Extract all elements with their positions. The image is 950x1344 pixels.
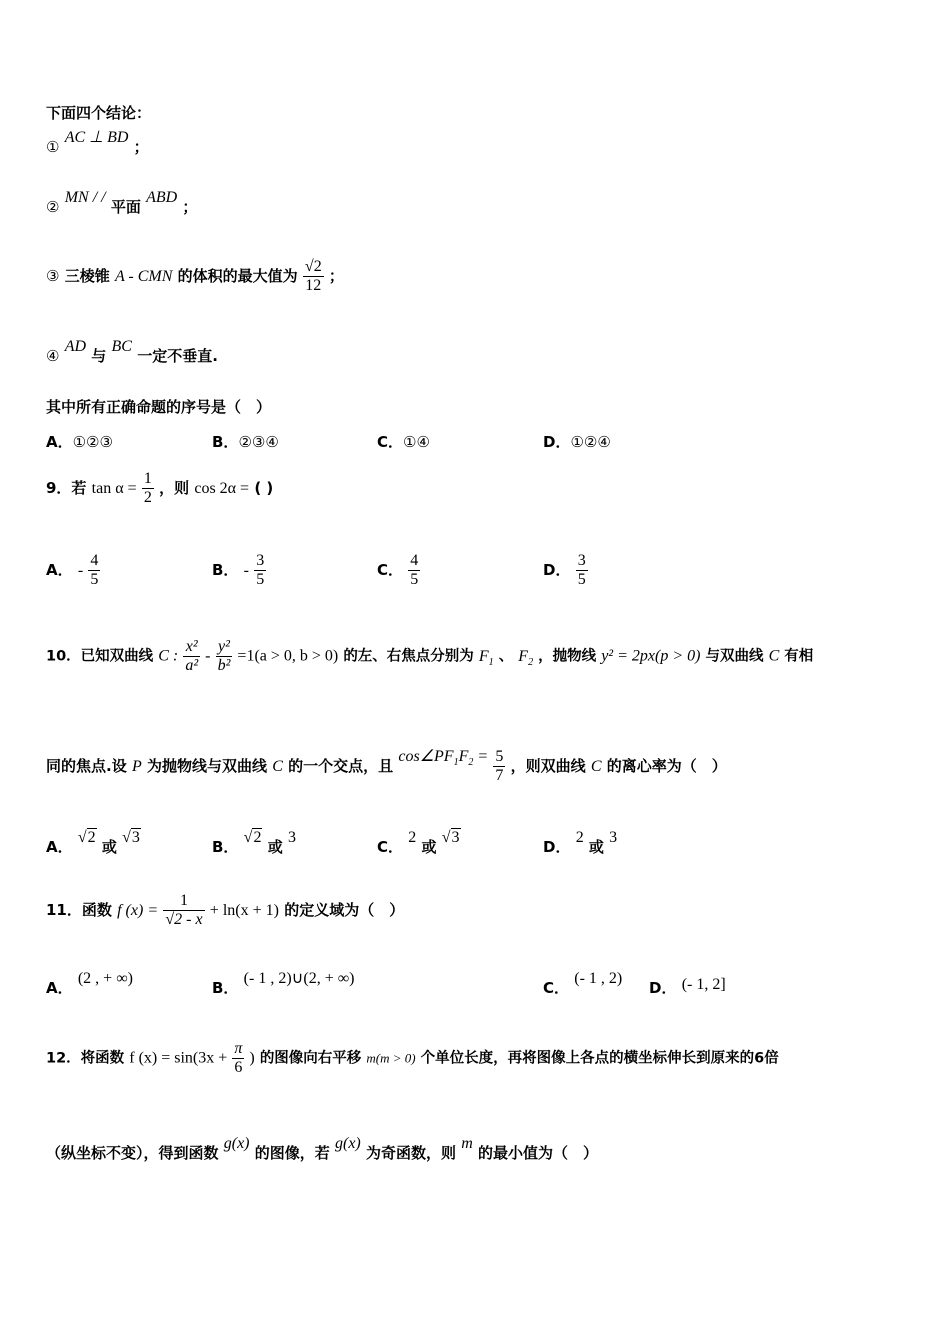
option-value: (- 1 , 2) <box>574 970 623 987</box>
q9-tail: ( ) <box>254 479 274 497</box>
q12-line2-text-3: 为奇函数，则 <box>366 1144 457 1162</box>
q9-condition: tan α = <box>91 480 137 497</box>
conclusion-3-tail: ； <box>328 267 344 285</box>
cos-expression: cos∠PF <box>398 748 454 765</box>
option-letter: B． <box>212 561 239 579</box>
option-sign: - <box>77 562 84 579</box>
option-value: ②③④ <box>238 433 279 451</box>
q10-line2-text-2: 为抛物线与双曲线 <box>146 757 267 775</box>
radicand: 3 <box>451 829 460 846</box>
q10-parabola: y² = 2px(p > 0) <box>601 647 701 665</box>
q12-stem-line-2 <box>46 1135 599 1163</box>
fraction-numerator: y² <box>218 638 230 655</box>
q10-option-d <box>543 829 618 857</box>
q10-f2: $F_2$ <box>518 647 534 668</box>
q10-option-b <box>212 829 296 857</box>
option-number: 3 <box>609 829 618 846</box>
q12-line2-text-1: （纵坐标不变），得到函数 <box>46 1144 219 1162</box>
radicand: 2 - x <box>174 911 203 928</box>
fraction-numerator: 3 <box>256 552 265 569</box>
option-or: 或 <box>101 838 117 856</box>
conclusion-4-math-2: BC <box>111 338 132 355</box>
option-letter: B． <box>212 838 239 856</box>
q12-stem-line-1 <box>46 1040 779 1077</box>
q9-option-a <box>46 552 100 589</box>
fraction-denominator: 6 <box>232 1058 244 1077</box>
q11-option-a <box>46 970 133 998</box>
q10-stem-line-1 <box>46 638 813 675</box>
option-letter: C． <box>543 979 570 997</box>
q10-line2-text-5: 的离心率为（ ） <box>606 757 727 775</box>
fraction-numerator: π <box>234 1040 243 1057</box>
radicand: 3 <box>131 829 140 846</box>
fraction-numerator: 1 <box>143 470 152 487</box>
q12-gx-2: g(x) <box>335 1135 361 1152</box>
q10-option-c <box>377 829 461 857</box>
q12-line2-text-4: 的最小值为（ ） <box>478 1144 599 1162</box>
q10-minus: - <box>205 647 211 665</box>
q10-y-fraction <box>216 638 233 675</box>
q11-fraction <box>163 892 204 929</box>
q10-x-fraction <box>183 638 200 675</box>
intro-text: 下面四个结论： <box>46 104 152 122</box>
q8-option-c <box>377 431 430 452</box>
fraction-numerator: x² <box>185 638 198 655</box>
q10-cos: $\cos\angle PF_1F_2$ = <box>398 748 489 769</box>
q12-close: ) <box>249 1049 255 1067</box>
option-letter: A． <box>46 838 73 856</box>
fraction-denominator: 2 <box>143 489 152 506</box>
option-letter: A． <box>46 979 73 997</box>
fraction-denominator: 5 <box>577 571 586 588</box>
q10-sep: 、 <box>498 648 514 665</box>
option-value: ①②④ <box>570 433 611 451</box>
option-letter: D． <box>543 838 571 856</box>
fraction-denominator: b² <box>217 657 231 674</box>
q11-option-d <box>649 977 726 998</box>
q10-curve: C : <box>158 647 179 665</box>
q10-c: C <box>768 647 780 665</box>
option-value: ①②③ <box>72 433 113 451</box>
q9-stem <box>46 470 273 507</box>
option-fraction <box>88 552 100 589</box>
option-or: 或 <box>267 838 283 856</box>
fraction-denominator: 5 <box>90 571 99 588</box>
option-or: 或 <box>421 838 437 856</box>
q11-fx: f (x) = <box>117 902 159 919</box>
q12-m: m(m > 0) <box>366 1050 416 1066</box>
focus-letter: F <box>518 647 529 665</box>
q12-line2-text-2: 的图像，若 <box>254 1144 330 1162</box>
option-fraction <box>576 552 588 589</box>
conclusion-3 <box>46 258 344 295</box>
option-letter: C． <box>377 433 404 451</box>
q10-stem-line-2 <box>46 748 727 785</box>
option-letter: B． <box>212 433 239 451</box>
fraction-denominator: 5 <box>256 571 265 588</box>
marker-3: ③ <box>46 267 60 285</box>
fraction-denominator: 5 <box>410 571 419 588</box>
q10-equation: =1(a > 0, b > 0) <box>237 647 339 665</box>
q9-option-c <box>377 552 420 589</box>
q10-f1: $F_1$ <box>478 647 494 668</box>
option-letter: D． <box>649 979 677 997</box>
fraction-denominator: √2 - x <box>165 911 203 928</box>
q12-text-2: 个单位长度，再将图像上各点的横坐标伸长到原来的6倍 <box>420 1050 779 1067</box>
option-letter: A． <box>46 433 73 451</box>
fraction-numerator: 4 <box>410 552 419 569</box>
fraction-numerator: 1 <box>179 892 188 909</box>
conclusion-2-math-1: MN / / <box>64 189 106 206</box>
conclusion-3-math: A - CMN <box>114 268 173 285</box>
q10-text-4: 有相 <box>784 648 814 665</box>
q10-c2: C <box>272 758 283 775</box>
q12-gx: g(x) <box>223 1135 250 1152</box>
option-value: (- 1 , 2)∪(2, + ∞) <box>243 970 355 987</box>
q11-rest: + ln(x + 1) <box>209 902 279 919</box>
q10-text-3: 与双曲线 <box>705 648 764 665</box>
fraction-denominator: 12 <box>303 276 324 295</box>
sqrt-expression: √2 <box>243 829 262 846</box>
q8-option-a <box>46 431 113 452</box>
fraction-numerator: 3 <box>577 552 586 569</box>
marker-1: ① <box>46 138 60 156</box>
option-fraction <box>254 552 266 589</box>
conclusion-1 <box>46 129 149 157</box>
fraction-numerator: 4 <box>90 552 99 569</box>
marker-4: ④ <box>46 347 60 365</box>
fraction-numerator: √2 <box>304 258 322 275</box>
sqrt-expression: √2 <box>77 829 96 846</box>
q11-number: 11．函数 <box>46 901 112 919</box>
q11-option-b <box>212 970 355 998</box>
option-letter: D． <box>543 433 571 451</box>
conclusion-4-text-2: 一定不垂直. <box>137 347 218 365</box>
q10-line2-text-1: 同的焦点.设 <box>46 757 127 775</box>
q12-text-1: 的图像向右平移 <box>259 1050 362 1067</box>
option-or: 或 <box>588 838 604 856</box>
q12-pi-fraction <box>232 1040 244 1077</box>
option-number: 2 <box>575 829 584 846</box>
option-letter: D． <box>543 561 571 579</box>
q10-line2-text-4: ，则双曲线 <box>510 757 586 775</box>
q9-option-b <box>212 552 266 589</box>
conclusion-4-math-1: AD <box>64 338 87 355</box>
q11-option-c <box>543 970 623 998</box>
conclusion-2-text: 平面 <box>110 198 141 216</box>
q10-option-a <box>46 829 141 857</box>
conclusion-1-math: AC ⊥ BD <box>64 129 129 146</box>
q10-text-2: ，抛物线 <box>538 648 597 665</box>
option-value: (- 1, 2] <box>681 976 726 993</box>
q10-number: 10．已知双曲线 <box>46 648 154 665</box>
conclusion-4-text-1: 与 <box>91 347 107 365</box>
sqrt-expression: √3 <box>122 829 140 846</box>
q9-condition-fraction <box>142 470 154 507</box>
q8-option-d <box>543 431 611 452</box>
conclusion-4 <box>46 338 218 366</box>
q8-prompt: 其中所有正确命题的序号是（ ） <box>46 398 272 416</box>
focus-letter: F <box>478 647 489 665</box>
option-letter: C． <box>377 561 404 579</box>
option-letter: C． <box>377 838 404 856</box>
q10-text-1: 的左、右焦点分别为 <box>343 648 474 665</box>
radicand: 2 <box>87 829 96 846</box>
q8-option-b <box>212 431 279 452</box>
conclusion-2-tail: ； <box>182 198 198 216</box>
conclusion-2 <box>46 189 198 217</box>
option-value: ①④ <box>403 433 430 451</box>
conclusion-2-math-2: ABD <box>146 189 178 206</box>
q9-option-d <box>543 552 588 589</box>
q10-c3: C <box>590 758 602 775</box>
q12-fx: f (x) = sin(3x + <box>129 1049 228 1067</box>
conclusion-3-text-2: 的体积的最大值为 <box>177 267 298 285</box>
q10-line2-text-3: 的一个交点，且 <box>288 757 394 775</box>
option-number: 3 <box>287 829 296 846</box>
option-sign: - <box>243 562 249 579</box>
radicand: 2 <box>253 829 262 846</box>
option-letter: A． <box>46 561 73 579</box>
q9-target: cos 2α = <box>194 480 250 497</box>
option-number: 2 <box>408 829 417 846</box>
fraction-denominator: 7 <box>495 767 504 784</box>
conclusion-1-tail: ； <box>133 138 149 156</box>
q11-stem <box>46 892 404 929</box>
fraction-denominator: a² <box>185 657 199 674</box>
option-letter: B． <box>212 979 239 997</box>
q12-number: 12．将函数 <box>46 1050 125 1067</box>
q10-cos-fraction <box>493 748 505 785</box>
option-value: (2 , + ∞) <box>77 970 133 987</box>
conclusion-3-fraction <box>303 258 324 295</box>
q9-mid: ，则 <box>159 479 190 497</box>
q12-m-2: m <box>461 1135 473 1152</box>
q10-p: P <box>131 758 142 775</box>
marker-2: ② <box>46 198 60 216</box>
option-fraction <box>408 552 420 589</box>
q9-number: 9．若 <box>46 479 87 497</box>
conclusion-3-text-1: 三棱锥 <box>64 267 110 285</box>
q11-tail: 的定义域为（ ） <box>284 901 405 919</box>
fraction-numerator: 5 <box>495 748 504 765</box>
sqrt-expression: √3 <box>441 829 460 846</box>
